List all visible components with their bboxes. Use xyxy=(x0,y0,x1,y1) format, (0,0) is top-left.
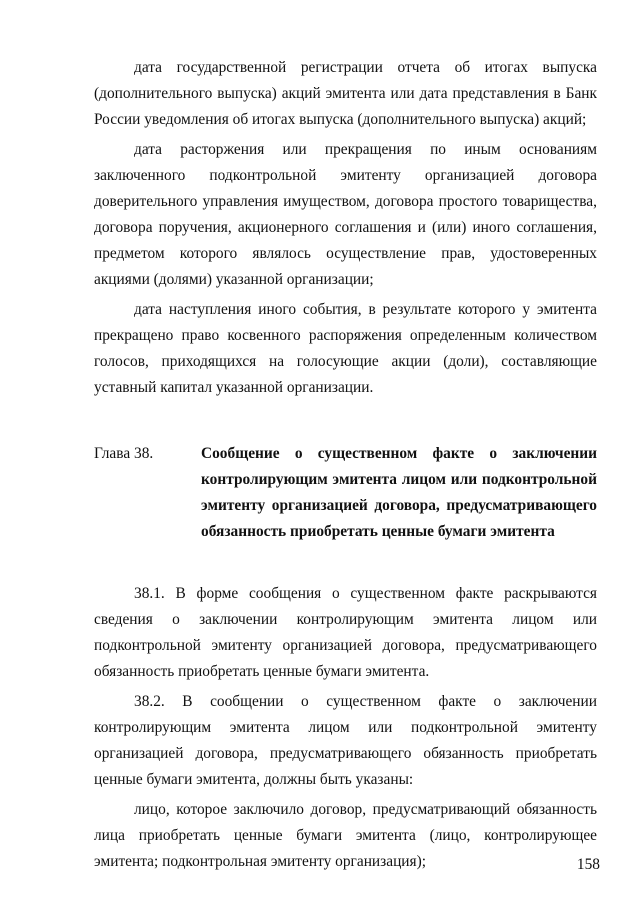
paragraph-contracting-person: лицо, которое заключило договор, предусматривающий обязанность лица приобретать ценные бумаги эмитента (лицо, контролирующее эмитента; подконтрольная эмитенту организация); xyxy=(94,801,597,870)
paragraph-38-1: 38.1. В форме сообщения о существенном факте раскрываются сведения о заключении контролирующим эмитента лицом или подконтрольной эмитенту организацией договора, предусматривающего обязанность приобретать ценные бумаги эмитента. xyxy=(94,585,597,680)
paragraph-termination-date: дата расторжения или прекращения по иным основаниям заключенного подконтрольной эмитенту организацией договора доверительного управления имуществом, договора простого товарищества, договора поручения, акционерного соглашения и (или) иного соглашения, предметом которого являлось осуществление прав, удостоверенных акциями (долями) указанной организации; xyxy=(94,141,597,288)
chapter-title: Сообщение о существенном факте о заключении контролирующим эмитента лицом или подконтрольной эмитенту организацией договора, предусматривающего обязанность приобретать ценные бумаги эмитента xyxy=(201,445,597,540)
page-number: 158 xyxy=(576,856,600,873)
chapter-heading xyxy=(94,441,597,545)
document-page xyxy=(94,55,597,875)
paragraph-registration-date: дата государственной регистрации отчета об итогах выпуска (дополнительного выпуска) акций эмитента или дата представления в Банк России уведомления об итогах выпуска (дополнительного выпуска) акций; xyxy=(94,59,597,128)
paragraph-38-2: 38.2. В сообщении о существенном факте о заключении контролирующим эмитента лицом или подконтрольной эмитенту организацией договора, предусматривающего обязанность приобретать ценные бумаги эмитента, должны быть указаны: xyxy=(94,693,597,788)
chapter-number: Глава 38. xyxy=(94,445,154,462)
paragraph-other-event-date: дата наступления иного события, в результате которого у эмитента прекращено право косвенного распоряжения определенным количеством голосов, приходящихся на голосующие акции (доли), составляющие уставный капитал указанной организации. xyxy=(94,301,597,396)
